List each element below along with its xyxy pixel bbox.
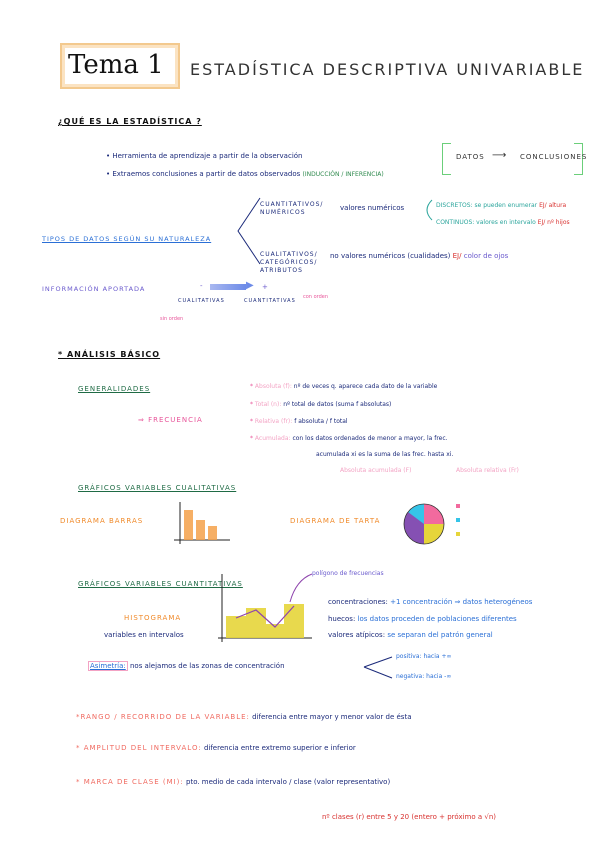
amplitud-def: * AMPLITUD DEL INTERVALO: diferencia entre extremo superior e inferior [76, 744, 356, 752]
poligono-label: polígono de frecuencias [312, 570, 384, 577]
freq-acum-rel: Absoluta relativa (Fr) [456, 467, 519, 474]
histograma-label: HISTOGRAMA [124, 614, 182, 622]
histograma-sub: variables en intervalos [104, 631, 184, 639]
bracket-left [442, 143, 451, 175]
cualitativas-label: CUALITATIVAS [178, 298, 225, 304]
asimetria-positiva: positiva: hacia +∞ [396, 653, 452, 660]
con-orden-label: con orden [303, 294, 329, 300]
concentraciones-text: concentraciones: +1 concentración ⇒ datos heterogéneos [328, 598, 533, 606]
bullet-2: • Extraemos conclusiones a partir de datos observados (INDUCCIÓN / INFERENCIA) [106, 170, 384, 178]
tipos-datos-label: TIPOS DE DATOS SEGÚN SU NATURALEZA [42, 235, 212, 243]
bar-chart-icon [172, 500, 232, 550]
plus-sign: + [262, 283, 268, 291]
freq-relativa: * Relativa (fr): f absoluta / f total [250, 418, 348, 425]
freq-total: * Total (n): nº total de datos (suma f absolutas) [250, 401, 392, 408]
sub-brace-icon [414, 196, 434, 224]
arrow-icon: ⟶ [492, 150, 507, 161]
section-heading-analisis: * ANÁLISIS BÁSICO [58, 350, 161, 359]
diagrama-tarta-label: DIAGRAMA DE TARTA [290, 517, 381, 525]
diagrama-barras-label: DIAGRAMA BARRAS [60, 517, 144, 525]
freq-acumulada: * Acumulada: con los datos ordenados de menor a mayor, la frec. [250, 435, 448, 442]
graficos-cuantitativas-heading: GRÁFICOS VARIABLES CUANTITATIVAS [78, 580, 243, 588]
cuantitativas-label: CUANTITATIVAS [244, 298, 296, 304]
info-aportada-label: INFORMACIÓN APORTADA [42, 285, 146, 293]
cuantitativos-label: CUANTITATIVOS/ NUMÉRICOS [260, 201, 324, 216]
rango-def: *RANGO / RECORRIDO DE LA VARIABLE: diferencia entre mayor y menor valor de ésta [76, 713, 412, 721]
info-arrow [210, 284, 246, 290]
frecuencia-label: ⇒ FRECUENCIA [138, 416, 203, 424]
histogram-icon [216, 572, 316, 644]
section-heading-que-es: ¿QUÉ ES LA ESTADÍSTICA ? [58, 117, 202, 126]
freq-absoluta: * Absoluta (f): nº de veces q. aparece cada dato de la variable [250, 383, 438, 390]
graficos-cualitativas-heading: GRÁFICOS VARIABLES CUALITATIVAS [78, 484, 237, 492]
marca-def: * MARCA DE CLASE (MI): pto. medio de cada intervalo / clase (valor representativo) [76, 778, 391, 786]
minus-sign: - [200, 282, 203, 290]
freq-acum-abs: Absoluta acumulada (F) [340, 467, 412, 474]
cualitativos-label: CUALITATIVOS/ CATEGÓRICOS/ ATRIBUTOS [260, 251, 318, 274]
cuantitativos-desc: valores numéricos [340, 204, 405, 212]
huecos-text: huecos: los datos proceden de poblaciones diferentes [328, 615, 517, 623]
pie-chart-icon [402, 500, 472, 550]
page-title: ESTADÍSTICA DESCRIPTIVA UNIVARIABLE [190, 60, 585, 79]
generalidades-label: GENERALIDADES [78, 385, 151, 393]
asimetria-text: Asimetría: nos alejamos de las zonas de concentración [90, 662, 285, 670]
cualitativos-desc: no valores numéricos (cualidades) EJ/ color de ojos [330, 252, 509, 260]
asimetria-negativa: negativa: hacia -∞ [396, 673, 452, 680]
asimetria-arrows-icon [362, 652, 396, 682]
conclusiones-label: CONCLUSIONES [520, 153, 588, 161]
nclases-text: nº clases (r) entre 5 y 20 (entero + próximo a √n) [322, 813, 496, 821]
freq-acumulada-2: acumulada xi es la suma de las frec. hasta xi. [316, 451, 454, 458]
discretos-text: DISCRETOS: se pueden enumerar EJ/ altura [436, 202, 567, 209]
info-arrow-head: ▶ [246, 280, 254, 291]
tipos-brace-icon [232, 196, 262, 266]
tema-title: Tema 1 [68, 50, 164, 80]
datos-label: DATOS [456, 153, 485, 161]
continuos-text: CONTINUOS: valores en intervalo EJ/ nº hijos [436, 219, 570, 226]
bullet-1: • Herramienta de aprendizaje a partir de la observación [106, 152, 303, 160]
atipicos-text: valores atípicos: se separan del patrón general [328, 631, 493, 639]
sin-orden-label: sin orden [160, 316, 184, 322]
